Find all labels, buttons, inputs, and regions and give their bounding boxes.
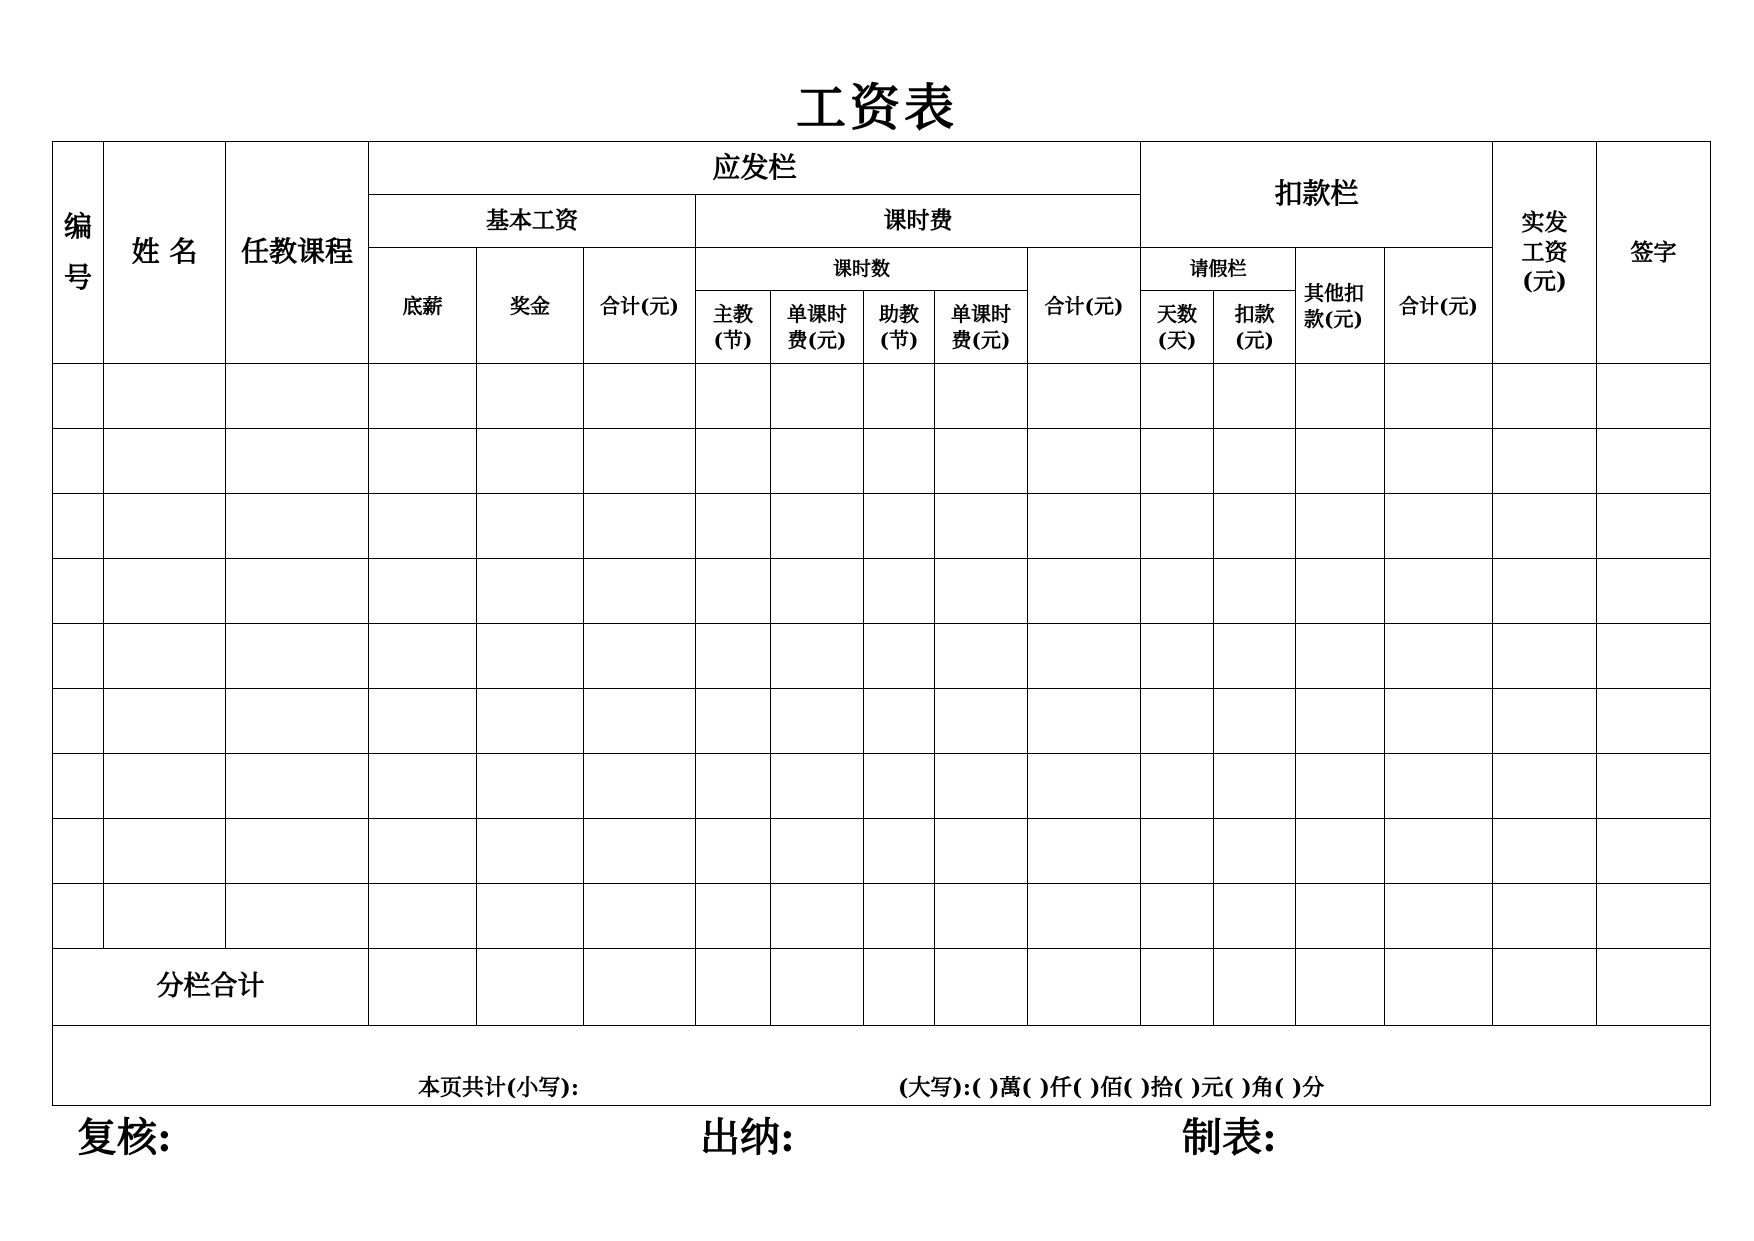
subtotal-cell[interactable]: [1597, 949, 1711, 1026]
table-cell[interactable]: [935, 689, 1028, 754]
header-other-deduct: [1296, 248, 1385, 364]
table-cell[interactable]: [477, 754, 584, 819]
table-cell[interactable]: [584, 884, 696, 949]
page-total-lowercase-label: 本页共计(小写):: [418, 1075, 579, 1102]
header-id: [53, 142, 104, 364]
table-cell[interactable]: [104, 689, 226, 754]
table-cell[interactable]: [1296, 819, 1385, 884]
table-cell[interactable]: [1493, 494, 1597, 559]
table-cell[interactable]: [771, 429, 864, 494]
review-label: 复核:: [77, 1114, 172, 1161]
table-cell[interactable]: [1141, 624, 1214, 689]
header-course: 任教课程: [226, 142, 369, 364]
table-cell[interactable]: [226, 364, 369, 429]
table-cell[interactable]: [1493, 429, 1597, 494]
table-cell[interactable]: [104, 754, 226, 819]
table-cell[interactable]: [369, 494, 477, 559]
table-cell[interactable]: [477, 884, 584, 949]
table-cell[interactable]: [584, 559, 696, 624]
table-cell[interactable]: [1296, 689, 1385, 754]
header-signature: 签字: [1597, 142, 1711, 364]
table-cell[interactable]: [1296, 559, 1385, 624]
subtotal-cell[interactable]: [771, 949, 864, 1026]
table-cell[interactable]: [771, 364, 864, 429]
table-cell[interactable]: [935, 754, 1028, 819]
table-cell[interactable]: [1214, 884, 1296, 949]
subtotal-cell[interactable]: [369, 949, 477, 1026]
table-cell[interactable]: [53, 429, 104, 494]
table-cell[interactable]: [864, 429, 935, 494]
table-cell[interactable]: [935, 429, 1028, 494]
header-id-text: 编号: [63, 210, 92, 294]
page-total-row: [53, 1026, 1711, 1106]
table-cell[interactable]: [1385, 754, 1493, 819]
subtotal-label: 分栏合计: [53, 949, 369, 1026]
table-cell[interactable]: [1214, 819, 1296, 884]
table-cell[interactable]: [226, 429, 369, 494]
header-main-teach: [696, 291, 771, 364]
header-leave-deduct-text: 扣款(元): [1234, 302, 1275, 352]
table-cell[interactable]: [1028, 689, 1141, 754]
page-title: 工资表: [796, 78, 958, 137]
header-main-rate-text: 单课时费(元): [787, 302, 847, 352]
table-cell[interactable]: [477, 494, 584, 559]
subtotal-cell[interactable]: [477, 949, 584, 1026]
table-cell[interactable]: [771, 884, 864, 949]
table-cell[interactable]: [1296, 494, 1385, 559]
table-row: [53, 429, 1711, 494]
table-row: [53, 884, 1711, 949]
header-base-total: 合计(元): [584, 248, 696, 364]
subtotal-cell[interactable]: [1296, 949, 1385, 1026]
table-cell[interactable]: [696, 494, 771, 559]
subtotal-cell[interactable]: [584, 949, 696, 1026]
header-assist-teach: [864, 291, 935, 364]
table-cell[interactable]: [1028, 429, 1141, 494]
table-cell[interactable]: [696, 884, 771, 949]
header-assist-teach-text: 助教(节): [879, 302, 919, 352]
table-row: [53, 559, 1711, 624]
table-cell[interactable]: [1385, 819, 1493, 884]
table-cell[interactable]: [477, 364, 584, 429]
table-cell[interactable]: [226, 624, 369, 689]
table-cell[interactable]: [1385, 884, 1493, 949]
header-lesson-fee: 课时费: [696, 195, 1141, 248]
header-name: 姓 名: [104, 142, 226, 364]
table-cell[interactable]: [584, 754, 696, 819]
header-base-pay: 底薪: [369, 248, 477, 364]
table-cell[interactable]: [1385, 494, 1493, 559]
header-leave: 请假栏: [1141, 248, 1296, 291]
table-cell[interactable]: [1028, 494, 1141, 559]
table-cell[interactable]: [935, 364, 1028, 429]
table-cell[interactable]: [1214, 754, 1296, 819]
table-cell[interactable]: [53, 884, 104, 949]
table-cell[interactable]: [1597, 494, 1711, 559]
table-cell[interactable]: [696, 819, 771, 884]
table-cell[interactable]: [935, 819, 1028, 884]
subtotal-row: [53, 949, 1711, 1026]
table-cell[interactable]: [584, 689, 696, 754]
table-cell[interactable]: [771, 819, 864, 884]
table-cell[interactable]: [1141, 689, 1214, 754]
table-cell[interactable]: [696, 559, 771, 624]
table-cell[interactable]: [53, 559, 104, 624]
table-cell[interactable]: [864, 624, 935, 689]
table-cell[interactable]: [1214, 494, 1296, 559]
table-cell[interactable]: [53, 689, 104, 754]
table-cell[interactable]: [226, 494, 369, 559]
table-cell[interactable]: [226, 689, 369, 754]
table-cell[interactable]: [226, 559, 369, 624]
table-cell[interactable]: [104, 364, 226, 429]
subtotal-cell[interactable]: [935, 949, 1028, 1026]
table-cell[interactable]: [1028, 559, 1141, 624]
table-cell[interactable]: [1493, 364, 1597, 429]
table-row: [53, 754, 1711, 819]
header-lesson-total: 合计(元): [1028, 248, 1141, 364]
table-cell[interactable]: [1141, 494, 1214, 559]
table-row: [53, 624, 1711, 689]
preparer-label: 制表:: [1182, 1114, 1277, 1161]
header-main-teach-text: 主教(节): [713, 302, 753, 352]
table-cell[interactable]: [1296, 754, 1385, 819]
table-cell[interactable]: [864, 494, 935, 559]
table-cell[interactable]: [1597, 429, 1711, 494]
table-cell[interactable]: [771, 494, 864, 559]
table-cell[interactable]: [1028, 884, 1141, 949]
table-cell[interactable]: [53, 364, 104, 429]
table-row: [53, 364, 1711, 429]
page-total-uppercase-label: (大写):( )萬( )仟( )佰( )拾( )元( )角( )分: [898, 1075, 1325, 1102]
subtotal-cell[interactable]: [1385, 949, 1493, 1026]
table-cell[interactable]: [584, 429, 696, 494]
table-cell[interactable]: [1028, 364, 1141, 429]
table-cell[interactable]: [104, 429, 226, 494]
table-cell[interactable]: [696, 624, 771, 689]
table-cell[interactable]: [1385, 624, 1493, 689]
table-cell[interactable]: [1597, 754, 1711, 819]
table-cell[interactable]: [1214, 364, 1296, 429]
table-cell[interactable]: [369, 689, 477, 754]
table-cell[interactable]: [864, 689, 935, 754]
table-cell[interactable]: [1597, 884, 1711, 949]
table-row: [53, 494, 1711, 559]
table-cell[interactable]: [1028, 819, 1141, 884]
table-cell[interactable]: [477, 429, 584, 494]
page-total-cell: [53, 1026, 1711, 1106]
table-cell[interactable]: [696, 364, 771, 429]
table-cell[interactable]: [1214, 689, 1296, 754]
header-assist-rate: [935, 291, 1028, 364]
table-cell[interactable]: [369, 624, 477, 689]
table-cell[interactable]: [864, 819, 935, 884]
header-lesson-count: 课时数: [696, 248, 1028, 291]
table-cell[interactable]: [369, 884, 477, 949]
table-cell[interactable]: [1385, 364, 1493, 429]
table-cell[interactable]: [1385, 559, 1493, 624]
table-cell[interactable]: [1597, 624, 1711, 689]
table-cell[interactable]: [1597, 364, 1711, 429]
table-cell[interactable]: [369, 559, 477, 624]
table-cell[interactable]: [1493, 754, 1597, 819]
table-cell[interactable]: [864, 754, 935, 819]
table-cell[interactable]: [104, 819, 226, 884]
table-row: [53, 689, 1711, 754]
table-cell[interactable]: [53, 819, 104, 884]
header-deduct-total: 合计(元): [1385, 248, 1493, 364]
header-payable: 应发栏: [369, 142, 1141, 195]
table-cell[interactable]: [864, 559, 935, 624]
table-cell[interactable]: [1141, 364, 1214, 429]
table-cell[interactable]: [696, 689, 771, 754]
header-net-pay-text: 实发工资(元): [1521, 208, 1568, 296]
table-cell[interactable]: [1493, 819, 1597, 884]
cashier-label: 出纳:: [700, 1114, 795, 1161]
table-cell[interactable]: [584, 624, 696, 689]
header-deduction: 扣款栏: [1141, 142, 1493, 248]
header-bonus: 奖金: [477, 248, 584, 364]
table-cell[interactable]: [477, 689, 584, 754]
table-cell[interactable]: [864, 884, 935, 949]
table-cell[interactable]: [369, 754, 477, 819]
table-cell[interactable]: [53, 494, 104, 559]
table-cell[interactable]: [226, 754, 369, 819]
subtotal-cell[interactable]: [1028, 949, 1141, 1026]
table-cell[interactable]: [1296, 884, 1385, 949]
subtotal-cell[interactable]: [1141, 949, 1214, 1026]
table-cell[interactable]: [696, 754, 771, 819]
subtotal-cell[interactable]: [864, 949, 935, 1026]
table-cell[interactable]: [1597, 689, 1711, 754]
data-rows: [53, 364, 1711, 949]
table-cell[interactable]: [104, 559, 226, 624]
table-cell[interactable]: [1141, 559, 1214, 624]
table-cell[interactable]: [1493, 624, 1597, 689]
subtotal-cell[interactable]: [696, 949, 771, 1026]
table-cell[interactable]: [369, 364, 477, 429]
header-main-rate: [771, 291, 864, 364]
table-cell[interactable]: [369, 429, 477, 494]
table-cell[interactable]: [1597, 819, 1711, 884]
table-cell[interactable]: [1385, 429, 1493, 494]
table-cell[interactable]: [1385, 689, 1493, 754]
header-leave-days-text: 天数(天): [1157, 302, 1198, 352]
table-cell[interactable]: [104, 884, 226, 949]
table-cell[interactable]: [1028, 624, 1141, 689]
table-cell[interactable]: [864, 364, 935, 429]
table-cell[interactable]: [935, 624, 1028, 689]
table-cell[interactable]: [584, 494, 696, 559]
subtotal-cell[interactable]: [1214, 949, 1296, 1026]
table-cell[interactable]: [771, 689, 864, 754]
table-cell[interactable]: [53, 754, 104, 819]
header-leave-days: [1141, 291, 1214, 364]
table-cell[interactable]: [771, 624, 864, 689]
table-cell[interactable]: [696, 429, 771, 494]
salary-table: [52, 141, 1711, 1106]
table-cell[interactable]: [226, 819, 369, 884]
table-cell[interactable]: [1296, 429, 1385, 494]
header-net-pay: [1493, 142, 1597, 364]
table-cell[interactable]: [1296, 364, 1385, 429]
table-cell[interactable]: [584, 364, 696, 429]
table-cell[interactable]: [1214, 624, 1296, 689]
table-cell[interactable]: [1214, 559, 1296, 624]
table-cell[interactable]: [226, 884, 369, 949]
table-cell[interactable]: [1214, 429, 1296, 494]
table-cell[interactable]: [477, 624, 584, 689]
table-cell[interactable]: [1493, 689, 1597, 754]
table-cell[interactable]: [104, 624, 226, 689]
table-cell[interactable]: [369, 819, 477, 884]
table-cell[interactable]: [771, 754, 864, 819]
table-cell[interactable]: [1493, 884, 1597, 949]
table-cell[interactable]: [935, 494, 1028, 559]
table-row: [53, 819, 1711, 884]
table-cell[interactable]: [1141, 884, 1214, 949]
subtotal-cell[interactable]: [1493, 949, 1597, 1026]
table-cell[interactable]: [935, 884, 1028, 949]
header-other-deduct-text: 其他扣款(元): [1304, 280, 1365, 331]
header-assist-rate-text: 单课时费(元): [951, 302, 1011, 352]
table-cell[interactable]: [584, 819, 696, 884]
table-cell[interactable]: [477, 819, 584, 884]
table-cell[interactable]: [1141, 819, 1214, 884]
table-cell[interactable]: [477, 559, 584, 624]
table-cell[interactable]: [53, 624, 104, 689]
table-cell[interactable]: [771, 559, 864, 624]
table-cell[interactable]: [1141, 754, 1214, 819]
table-cell[interactable]: [1296, 624, 1385, 689]
header-base-salary: 基本工资: [369, 195, 696, 248]
table-cell[interactable]: [1028, 754, 1141, 819]
table-cell[interactable]: [935, 559, 1028, 624]
header-leave-deduct: [1214, 291, 1296, 364]
table-cell[interactable]: [104, 494, 226, 559]
table-cell[interactable]: [1597, 559, 1711, 624]
table-cell[interactable]: [1141, 429, 1214, 494]
table-cell[interactable]: [1493, 559, 1597, 624]
